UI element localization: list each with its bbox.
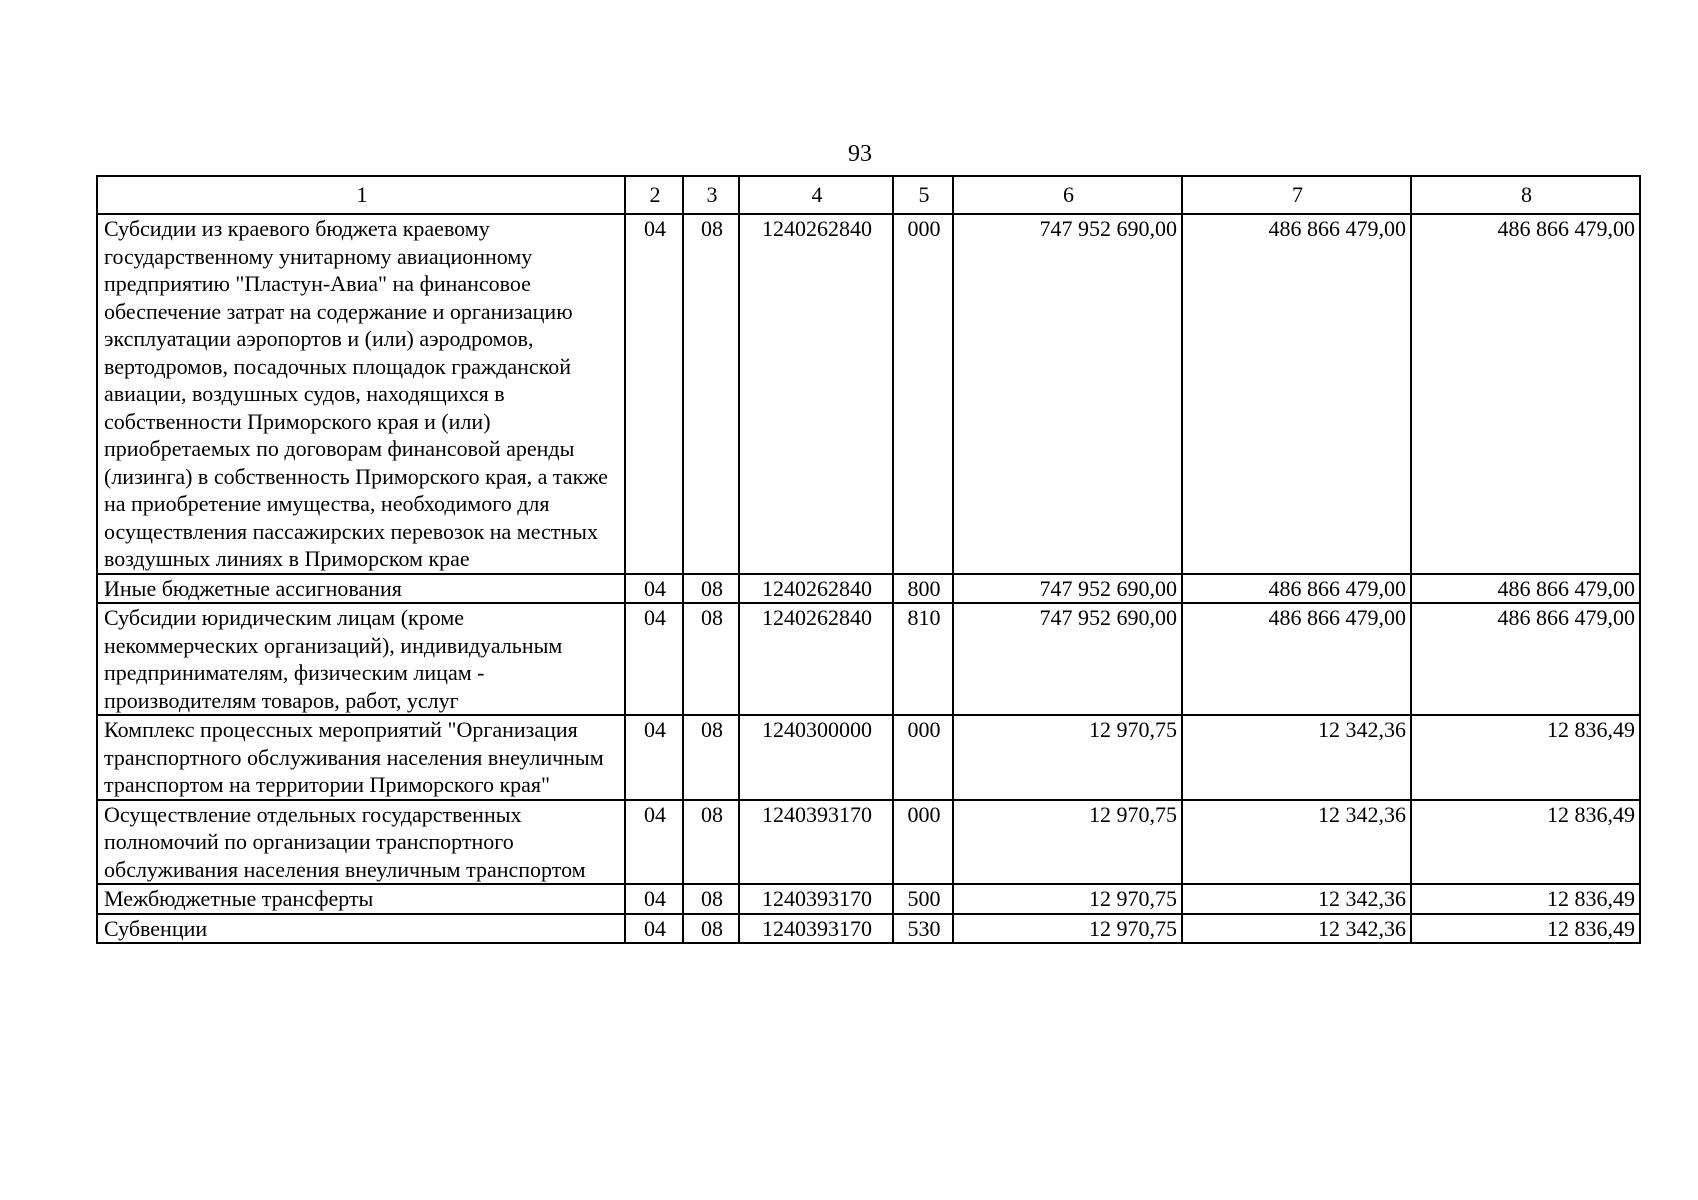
table-row: [97, 800, 1640, 885]
amount-col6-cell: 12 970,75: [953, 914, 1182, 944]
row-name-cell: Осуществление отдельных государственных полномочий по организации транспортного обслуживания населения внеуличным транспортом: [97, 800, 625, 885]
table-row: [97, 603, 1640, 715]
header-cell-5: 5: [893, 176, 953, 214]
amount-col7-cell: 486 866 479,00: [1182, 214, 1411, 574]
amount-col7-cell: 486 866 479,00: [1182, 603, 1411, 715]
row-name-cell: Субсидии юридическим лицам (кроме некоммерческих организаций), индивидуальным предпринимателям, физическим лицам - производителям товаров, работ, услуг: [97, 603, 625, 715]
section-code-cell: 04: [625, 214, 683, 574]
amount-col7-cell: 12 342,36: [1182, 715, 1411, 800]
header-cell-7: 7: [1182, 176, 1411, 214]
row-name-cell: Субсидии из краевого бюджета краевому государственному унитарному авиационному предприятию "Пластун-Авиа" на финансовое обеспечение затрат на содержание и организацию эксплуатации аэропортов и (или) аэродромов, вертодромов, посадочных площадок гражданской авиации, воздушных судов, находящихся в собственности Приморского края и (или) приобретаемых по договорам финансовой аренды (лизинга) в собственность Приморского края, а также на приобретение имущества, необходимого для осуществления пассажирских перевозок на местных воздушных линиях в Приморском крае: [97, 214, 625, 574]
table-row: [97, 914, 1640, 944]
target-article-cell: 1240262840: [739, 574, 893, 604]
header-cell-8: 8: [1411, 176, 1640, 214]
subsection-code-cell: 08: [683, 603, 739, 715]
amount-col7-cell: 12 342,36: [1182, 914, 1411, 944]
expense-type-cell: 000: [893, 715, 953, 800]
header-row: [97, 176, 1640, 214]
row-name-cell: Субвенции: [97, 914, 625, 944]
section-code-cell: 04: [625, 884, 683, 914]
table-row: [97, 574, 1640, 604]
subsection-code-cell: 08: [683, 574, 739, 604]
row-name-cell: Комплекс процессных мероприятий "Организация транспортного обслуживания населения внеуличным транспортом на территории Приморского края": [97, 715, 625, 800]
target-article-cell: 1240393170: [739, 884, 893, 914]
header-cell-4: 4: [739, 176, 893, 214]
expense-type-cell: 500: [893, 884, 953, 914]
amount-col8-cell: 12 836,49: [1411, 884, 1640, 914]
subsection-code-cell: 08: [683, 914, 739, 944]
target-article-cell: 1240262840: [739, 214, 893, 574]
target-article-cell: 1240393170: [739, 914, 893, 944]
page-number: 93: [848, 141, 872, 167]
subsection-code-cell: 08: [683, 884, 739, 914]
amount-col6-cell: 12 970,75: [953, 884, 1182, 914]
row-name-cell: Межбюджетные трансферты: [97, 884, 625, 914]
subsection-code-cell: 08: [683, 214, 739, 574]
expense-type-cell: 000: [893, 214, 953, 574]
row-name-cell: Иные бюджетные ассигнования: [97, 574, 625, 604]
amount-col6-cell: 12 970,75: [953, 800, 1182, 885]
expense-type-cell: 800: [893, 574, 953, 604]
target-article-cell: 1240262840: [739, 603, 893, 715]
amount-col8-cell: 486 866 479,00: [1411, 574, 1640, 604]
section-code-cell: 04: [625, 914, 683, 944]
section-code-cell: 04: [625, 715, 683, 800]
table-row: [97, 214, 1640, 574]
amount-col8-cell: 12 836,49: [1411, 715, 1640, 800]
amount-col7-cell: 12 342,36: [1182, 800, 1411, 885]
section-code-cell: 04: [625, 603, 683, 715]
amount-col6-cell: 747 952 690,00: [953, 214, 1182, 574]
amount-col6-cell: 12 970,75: [953, 715, 1182, 800]
amount-col6-cell: 747 952 690,00: [953, 574, 1182, 604]
expense-type-cell: 810: [893, 603, 953, 715]
expense-type-cell: 000: [893, 800, 953, 885]
table-row: [97, 884, 1640, 914]
section-code-cell: 04: [625, 574, 683, 604]
table-row: [97, 715, 1640, 800]
header-cell-6: 6: [953, 176, 1182, 214]
amount-col8-cell: 486 866 479,00: [1411, 603, 1640, 715]
amount-col8-cell: 486 866 479,00: [1411, 214, 1640, 574]
header-cell-2: 2: [625, 176, 683, 214]
header-cell-3: 3: [683, 176, 739, 214]
expense-type-cell: 530: [893, 914, 953, 944]
amount-col7-cell: 12 342,36: [1182, 884, 1411, 914]
header-cell-1: 1: [97, 176, 625, 214]
amount-col7-cell: 486 866 479,00: [1182, 574, 1411, 604]
budget-table: [96, 175, 1641, 944]
amount-col8-cell: 12 836,49: [1411, 800, 1640, 885]
amount-col6-cell: 747 952 690,00: [953, 603, 1182, 715]
target-article-cell: 1240300000: [739, 715, 893, 800]
amount-col8-cell: 12 836,49: [1411, 914, 1640, 944]
subsection-code-cell: 08: [683, 715, 739, 800]
section-code-cell: 04: [625, 800, 683, 885]
subsection-code-cell: 08: [683, 800, 739, 885]
target-article-cell: 1240393170: [739, 800, 893, 885]
